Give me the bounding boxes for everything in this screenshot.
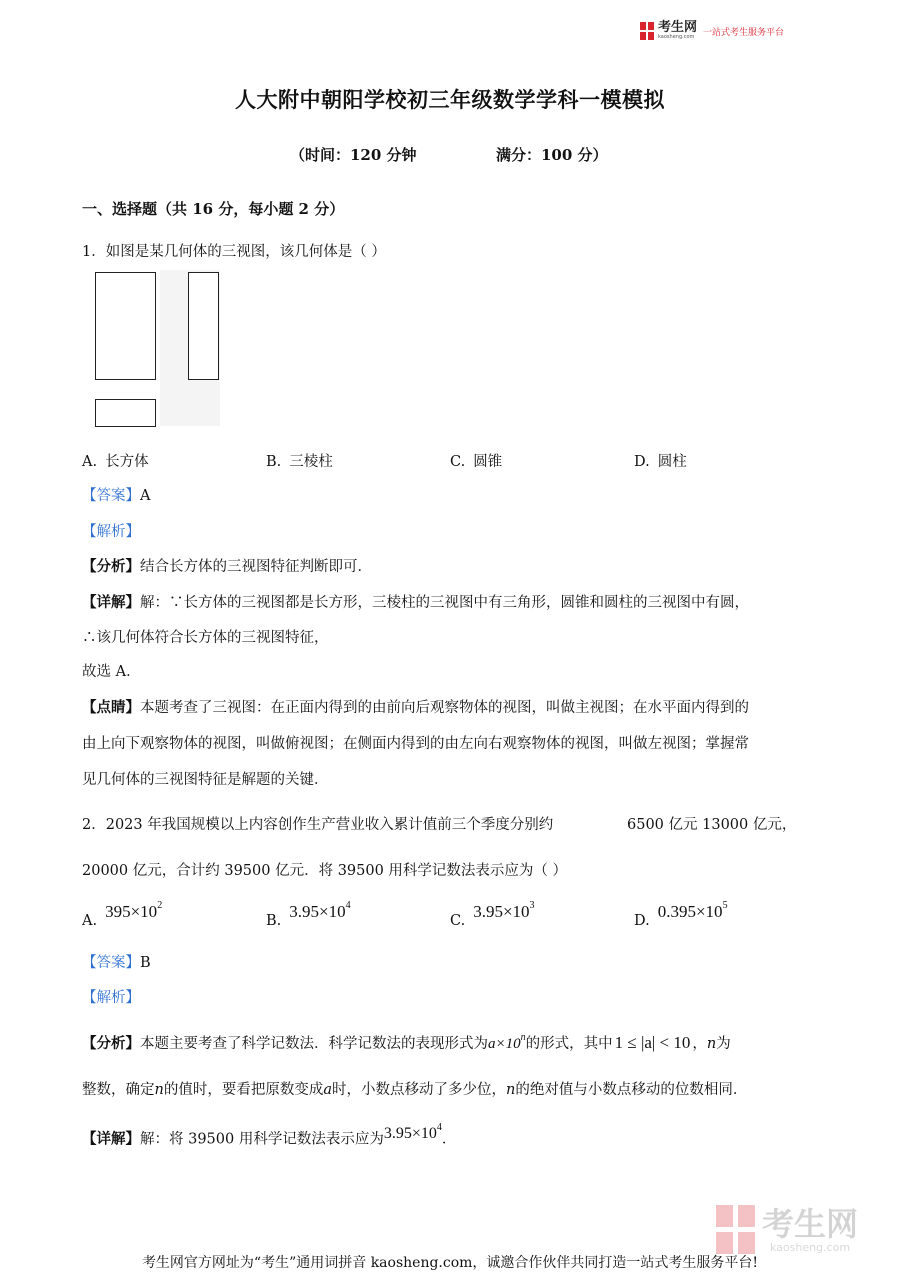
q1-xiangjie: 【详解】解：∵长方体的三视图都是长方形，三棱柱的三视图中有三角形，圆锥和圆柱的三视图中有圆， (82, 594, 749, 611)
q1-stem: 1．如图是某几何体的三视图，该几何体是（ ） (82, 244, 386, 260)
q2-option-d[interactable]: D. $0.395\times 10^5$ (634, 900, 728, 929)
q2-option-a[interactable]: A. $395\times 10^2$ (82, 900, 163, 929)
q2-analysis-tag: 【解析】 (82, 990, 140, 1006)
front-view (95, 272, 156, 380)
q2-stem-2: 20000 亿元，合计约 39500 亿元．将 39500 用科学记数法表示应为（ ） (82, 863, 568, 879)
q2-fenxi: 【分析】本题主要考查了科学记数法．科学记数法的表现形式为$a\times 10^n$的形式，其中 1 ≤ |a| < 10 ，n为 (82, 1032, 731, 1052)
q2-answer: 【答案】B (82, 955, 151, 971)
q1-option-c[interactable]: C. 圆锥 (450, 454, 503, 470)
q1-option-a[interactable]: A. 长方体 (82, 454, 149, 470)
q1-fenxi: 【分析】结合长方体的三视图特征判断即可． (82, 558, 372, 575)
kaosheng-watermark-icon (716, 1205, 756, 1255)
side-view (188, 272, 219, 380)
q2-xiangjie: 【详解】解：将 39500 用科学记数法表示应为$3.95\times 10^4$． (82, 1122, 457, 1148)
section-heading: 一、选择题（共 16 分，每小题 2 分） (82, 200, 345, 218)
watermark-name: 考生网 (762, 1204, 859, 1243)
logo-name: 考生网 (658, 20, 698, 35)
q1-line2: ∴该几何体符合长方体的三视图特征， (82, 630, 329, 646)
q1-option-d[interactable]: D. 圆柱 (634, 454, 687, 470)
q1-analysis-tag: 【解析】 (82, 524, 140, 540)
top-view (95, 399, 156, 427)
page-title: 人大附中朝阳学校初三年级数学学科一模模拟 (235, 87, 665, 112)
exam-time: （时间：120 分钟 (290, 146, 417, 164)
q1-dianjing-1: 【点睛】本题考查了三视图：在正面内得到的由前向后观察物体的视图，叫做主视图；在水平面内得到的 (82, 699, 749, 716)
q1-line3: 故选 A． (82, 664, 141, 680)
q1-dianjing-2: 由上向下观察物体的视图，叫做俯视图；在侧面内得到的由左向右观察物体的视图，叫做左视图；掌握常 (82, 736, 749, 752)
q2-option-b[interactable]: B. $3.95\times 10^4$ (266, 900, 351, 929)
q1-dianjing-3: 见几何体的三视图特征是解题的关键． (82, 772, 329, 788)
kaosheng-logo-icon (640, 22, 654, 40)
q1-option-b[interactable]: B. 三棱柱 (266, 454, 333, 470)
kaosheng-watermark (716, 1205, 858, 1255)
page-footer: 考生网官方网址为“考生”通用词拼音 kaosheng.com，诚邀合作伙伴共同打造一站式考生服务平台! (141, 1255, 759, 1271)
exam-score: 满分：100 分） (496, 146, 608, 164)
q1-answer: 【答案】A (82, 488, 151, 504)
q2-fenxi-2: 整数，确定n的值时，要看把原数变成a时，小数点移动了多少位，n的绝对值与小数点移动的位数相同． (82, 1082, 748, 1098)
logo-domain: kaosheng.com (658, 34, 695, 40)
site-logo[interactable] (640, 20, 784, 42)
logo-slogan: 一站式考生服务平台 (703, 27, 785, 38)
watermark-domain: kaosheng.com (769, 1240, 851, 1254)
q2-stem-1: 2．2023 年我国规模以上内容创作生产营业收入累计值前三个季度分别约 (82, 817, 554, 833)
q2-option-c[interactable]: C. $3.95\times 10^3$ (450, 900, 535, 929)
q2-stem-1b: 6500 亿元 13000 亿元， (627, 817, 797, 833)
